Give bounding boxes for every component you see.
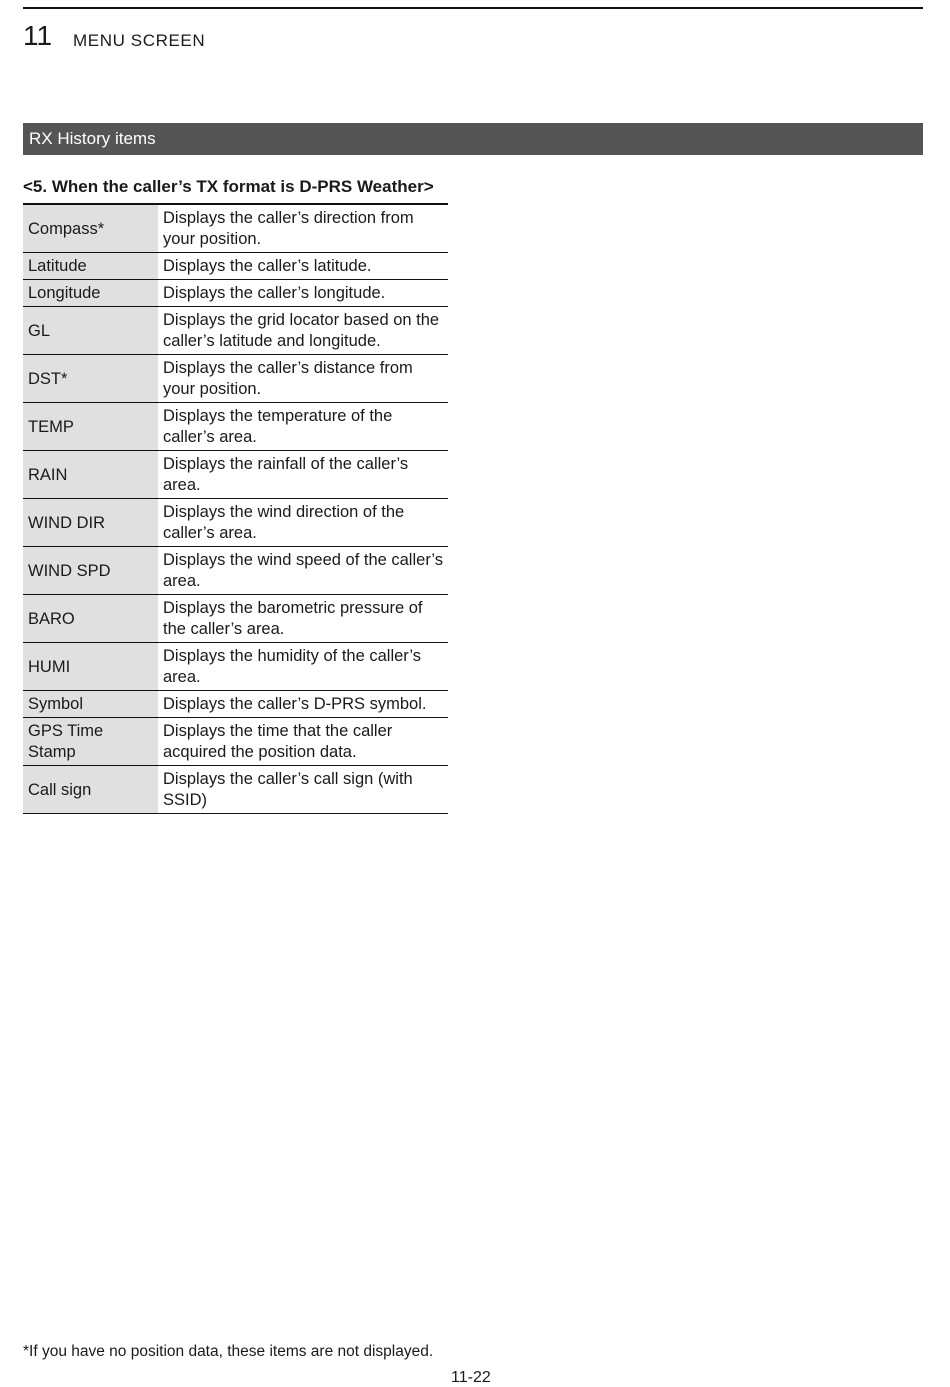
item-description: Displays the caller’s direction from your position.: [158, 204, 448, 253]
table-row: [23, 403, 448, 451]
chapter-title: MENU SCREEN: [73, 31, 206, 50]
table-row: [23, 204, 448, 253]
footnote: *If you have no position data, these items are not displayed.: [23, 1343, 434, 1360]
item-name: Symbol: [23, 691, 158, 718]
table-row: [23, 307, 448, 355]
table-row: [23, 643, 448, 691]
chapter-number: 11: [23, 20, 53, 51]
item-name: Call sign: [23, 766, 158, 814]
item-name: BARO: [23, 595, 158, 643]
item-name: WIND DIR: [23, 499, 158, 547]
item-description: Displays the grid locator based on the caller’s latitude and longitude.: [158, 307, 448, 355]
table-row: [23, 691, 448, 718]
item-name: TEMP: [23, 403, 158, 451]
table-row: [23, 355, 448, 403]
table-row: [23, 595, 448, 643]
item-name: RAIN: [23, 451, 158, 499]
item-name: HUMI: [23, 643, 158, 691]
table-row: [23, 280, 448, 307]
item-description: Displays the caller’s call sign (with SSID): [158, 766, 448, 814]
item-name: WIND SPD: [23, 547, 158, 595]
item-description: Displays the humidity of the caller’s area.: [158, 643, 448, 691]
item-name: Compass*: [23, 204, 158, 253]
page-number: 11-22: [451, 1369, 491, 1386]
item-name: DST*: [23, 355, 158, 403]
item-description: Displays the wind direction of the caller’s area.: [158, 499, 448, 547]
item-description: Displays the caller’s D-PRS symbol.: [158, 691, 448, 718]
item-description: Displays the wind speed of the caller’s area.: [158, 547, 448, 595]
table-row: [23, 547, 448, 595]
item-name: Latitude: [23, 253, 158, 280]
top-rule: [23, 7, 923, 9]
table-row: [23, 718, 448, 766]
table-row: [23, 499, 448, 547]
item-name: Longitude: [23, 280, 158, 307]
table-row: [23, 451, 448, 499]
item-name: GL: [23, 307, 158, 355]
table-row: [23, 253, 448, 280]
item-description: Displays the caller’s longitude.: [158, 280, 448, 307]
sub-heading: <5. When the caller’s TX format is D-PRS Weather>: [23, 177, 434, 196]
item-description: Displays the rainfall of the caller’s area.: [158, 451, 448, 499]
item-description: Displays the temperature of the caller’s area.: [158, 403, 448, 451]
table-row: [23, 766, 448, 814]
item-description: Displays the caller’s latitude.: [158, 253, 448, 280]
item-description: Displays the caller’s distance from your position.: [158, 355, 448, 403]
item-name: GPS Time Stamp: [23, 718, 158, 766]
section-title-bar: RX History items: [23, 123, 923, 155]
rx-history-items-table: [23, 203, 448, 814]
item-description: Displays the time that the caller acquired the position data.: [158, 718, 448, 766]
item-description: Displays the barometric pressure of the caller’s area.: [158, 595, 448, 643]
